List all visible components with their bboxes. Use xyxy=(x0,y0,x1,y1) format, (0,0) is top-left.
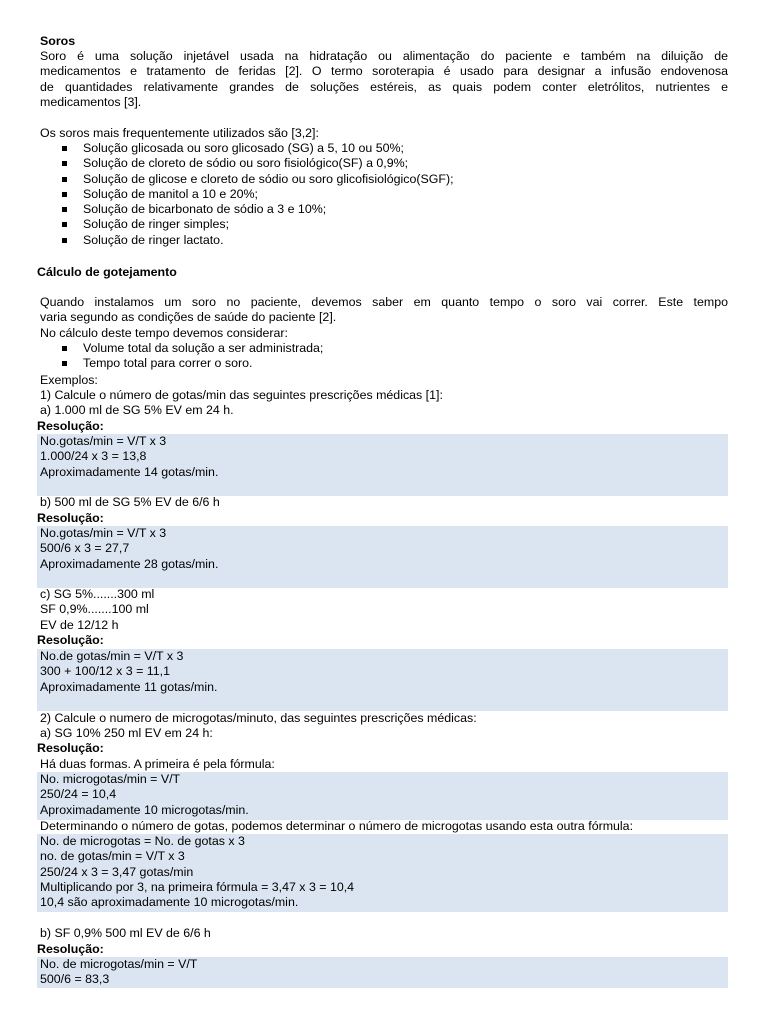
text-line: Soro é uma solução injetável usada na hidratação ou alimentação do paciente e também na diluição de xyxy=(40,49,728,63)
section-heading-soros: Soros xyxy=(40,34,76,48)
resolution-label: Resolução: xyxy=(37,511,104,525)
question-2b: b) SF 0,9% 500 ml EV de 6/6 h xyxy=(40,926,211,940)
formula-line: 250/24 = 10,4 xyxy=(40,787,117,802)
formula-line: Aproximadamente 28 gotas/min. xyxy=(40,556,219,571)
paragraph-calculo xyxy=(40,295,728,326)
text-line: medicamentos e tratamento de feridas [2]. O termo soroterapia é usado para designar a infusão endovenosa xyxy=(40,64,728,79)
formula-line: Aproximadamente 14 gotas/min. xyxy=(40,464,219,479)
formula-line: Multiplicando por 3, na primeira fórmula = 3,47 x 3 = 10,4 xyxy=(40,879,355,894)
formula-line: No. de microgotas/min = V/T xyxy=(40,957,198,971)
list-item: Solução glicosada ou soro glicosado (SG) a 5, 10 ou 50%; xyxy=(40,141,728,156)
examples-label: Exemplos: xyxy=(40,373,98,387)
list-item: Solução de glicose e cloreto de sódio ou soro glicofisiológico(SGF); xyxy=(40,172,728,187)
text-line: varia segundo as condições de saúde do paciente [2]. xyxy=(40,310,337,325)
consider-text: No cálculo deste tempo devemos considerar: xyxy=(40,326,288,340)
formula-line: No. de microgotas = No. de gotas x 3 xyxy=(40,834,245,848)
resolution-label: Resolução: xyxy=(37,942,104,956)
soros-list xyxy=(40,141,728,248)
resolution-label: Resolução: xyxy=(37,419,104,433)
resolution-label: Resolução: xyxy=(37,741,104,755)
question-2a: a) SG 10% 250 ml EV em 24 h: xyxy=(40,726,213,740)
formula-line: Aproximadamente 10 microgotas/min. xyxy=(40,802,249,817)
two-forms-text: Há duas formas. A primeira é pela fórmula: xyxy=(40,757,275,771)
text-line: de quantidades relativamente grandes de soluções estéreis, as quais podem conter eletrólitos, nutrientes e xyxy=(40,79,728,94)
list-item: Solução de ringer simples; xyxy=(40,217,728,232)
question-1b: b) 500 ml de SG 5% EV de 6/6 h xyxy=(40,495,220,509)
list-item: Solução de cloreto de sódio ou soro fisiológico(SF) a 0,9%; xyxy=(40,156,728,171)
formula-line: No. microgotas/min = V/T xyxy=(40,772,181,786)
section-heading-calculo: Cálculo de gotejamento xyxy=(37,265,177,279)
resolution-box-1a xyxy=(37,434,728,496)
question-1a: a) 1.000 ml de SG 5% EV em 24 h. xyxy=(40,403,234,417)
formula-line: 1.000/24 x 3 = 13,8 xyxy=(40,449,147,464)
text-line: c) SG 5%.......300 ml xyxy=(40,587,155,601)
paragraph-soros xyxy=(40,49,728,110)
resolution-box-1c xyxy=(37,649,728,711)
resolution-label: Resolução: xyxy=(37,633,104,647)
formula-line: 500/6 = 83,3 xyxy=(40,972,110,987)
consider-list xyxy=(40,341,728,372)
resolution-box-2a-second xyxy=(37,834,728,912)
list-item: Solução de manitol a 10 e 20%; xyxy=(40,187,728,202)
list-item: Solução de bicarbonato de sódio a 3 e 10%; xyxy=(40,202,728,217)
resolution-box-2b xyxy=(37,957,728,988)
formula-line: no. de gotas/min = V/T x 3 xyxy=(40,849,185,864)
text-line: EV de 12/12 h xyxy=(40,617,119,632)
resolution-box-1b xyxy=(37,526,728,588)
formula-line: Aproximadamente 11 gotas/min. xyxy=(40,679,218,694)
question-1: 1) Calcule o número de gotas/min das seguintes prescrições médicas [1]: xyxy=(40,388,443,402)
formula-line: No.gotas/min = V/T x 3 xyxy=(40,434,167,448)
question-2: 2) Calcule o numero de microgotas/minuto, das seguintes prescrições médicas: xyxy=(40,711,477,725)
formula-line: 250/24 x 3 = 3,47 gotas/min xyxy=(40,864,194,879)
list-intro: Os soros mais frequentemente utilizados são [3,2]: xyxy=(40,126,319,140)
list-item: Volume total da solução a ser administrada; xyxy=(40,341,728,356)
formula-line: 10,4 são aproximadamente 10 microgotas/min. xyxy=(40,895,299,910)
text-line: medicamentos [3]. xyxy=(40,94,142,109)
list-item: Solução de ringer lactato. xyxy=(40,233,728,248)
text-line: SF 0,9%.......100 ml xyxy=(40,602,149,617)
formula-line: No.gotas/min = V/T x 3 xyxy=(40,526,167,540)
formula-line: 500/6 x 3 = 27,7 xyxy=(40,541,130,556)
text-line: Quando instalamos um soro no paciente, devemos saber em quanto tempo o soro vai correr. Este tempo xyxy=(40,295,728,309)
formula-line: 300 + 100/12 x 3 = 11,1 xyxy=(40,664,170,679)
determining-text: Determinando o número de gotas, podemos determinar o número de microgotas usando esta outra fórmula: xyxy=(40,819,634,833)
question-1c xyxy=(40,587,728,633)
list-item: Tempo total para correr o soro. xyxy=(40,356,728,371)
resolution-box-2a-first xyxy=(37,772,728,820)
formula-line: No.de gotas/min = V/T x 3 xyxy=(40,649,184,663)
